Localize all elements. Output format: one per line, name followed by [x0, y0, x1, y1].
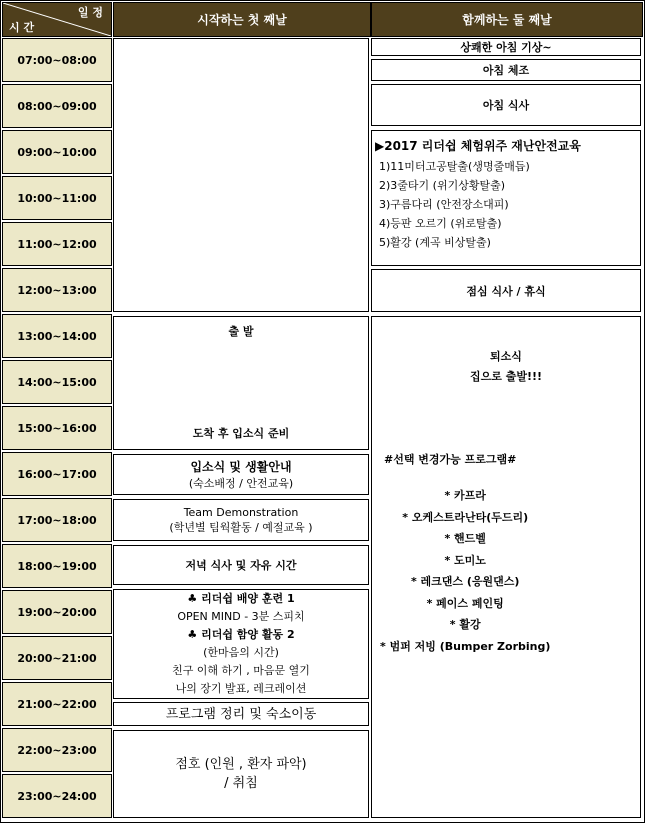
day2-optional-list — [372, 485, 550, 657]
day1-sleep: / 취침 — [224, 776, 258, 791]
time-slot: 13:00~14:00 — [2, 314, 112, 358]
day2-safety-cell — [371, 130, 641, 266]
time-slot: 19:00~20:00 — [2, 590, 112, 634]
day1-arrival-prep: 도착 후 입소식 준비 — [192, 427, 290, 440]
day1-wrapup-text: 프로그램 정리 및 숙소이동 — [165, 706, 317, 722]
corner-label-schedule: 일 정 — [77, 6, 103, 19]
day2-breakfast: 아침 식사 — [371, 84, 641, 126]
corner-label-time: 시 간 — [9, 21, 35, 34]
day1-leadership-cell — [113, 589, 369, 699]
day2-exit-ceremony: 퇴소식 — [490, 350, 522, 363]
day2-lunch: 점심 식사 / 휴식 — [371, 269, 641, 312]
day1-departure: 출 발 — [228, 325, 254, 338]
optional-item: * 활강 — [449, 618, 481, 631]
time-slot: 09:00~10:00 — [2, 130, 112, 174]
time-slot: 23:00~24:00 — [2, 774, 112, 818]
day1-team-title: Team Demonstration — [183, 505, 299, 519]
time-slot: 22:00~23:00 — [2, 728, 112, 772]
day2-exercise: 아침 체조 — [371, 59, 641, 81]
time-slot: 10:00~11:00 — [2, 176, 112, 220]
day1-leadership-1: ♣ 리더쉽 배양 훈련 1 — [187, 592, 295, 605]
day2-go-home: 집으로 출발!!! — [469, 370, 542, 383]
day2-optional-title: #선택 변경가능 프로그램# — [384, 453, 517, 466]
day1-wrapup — [113, 702, 369, 726]
safety-item: 4)등판 오르기 (위로탈출) — [379, 217, 502, 230]
day1-team-cell — [113, 499, 369, 541]
header-corner — [2, 2, 112, 37]
time-slot: 16:00~17:00 — [2, 452, 112, 496]
optional-item: * 오케스트라난타(두드리) — [402, 510, 529, 524]
day2-safety-title: ▶2017 리더쉽 체험위주 재난안전교육 — [375, 139, 581, 153]
day1-dinner: 저녁 식사 및 자유 시간 — [113, 545, 369, 585]
day1-rollcall-cell — [113, 730, 369, 818]
time-slot: 11:00~12:00 — [2, 222, 112, 266]
day1-leadership-2-sub: (한마음의 시간) — [203, 646, 279, 659]
optional-item: * 레크댄스 (응원댄스) — [410, 575, 520, 588]
header-day2: 함께하는 둘 째날 — [371, 2, 643, 37]
day1-empty-morning — [113, 38, 369, 312]
day1-friends: 친구 이해 하기 , 마음문 열기 — [172, 664, 310, 677]
safety-item: 1)11미터고공탈출(생명줄매듭) — [379, 160, 530, 173]
time-slot: 21:00~22:00 — [2, 682, 112, 726]
day1-leadership-2: ♣ 리더쉽 함양 활동 2 — [187, 628, 295, 641]
safety-item: 3)구름다리 (안전장소대피) — [379, 198, 509, 211]
day1-openmind: OPEN MIND - 3분 스피치 — [177, 610, 305, 623]
time-slot: 15:00~16:00 — [2, 406, 112, 450]
day1-team-sub: (학년별 팀웍활동 / 예절교육 ) — [169, 520, 313, 534]
day1-talent: 나의 장기 발표, 레크레이션 — [175, 682, 307, 695]
day1-departure-cell — [113, 316, 369, 450]
time-slot: 12:00~13:00 — [2, 268, 112, 312]
time-slot: 14:00~15:00 — [2, 360, 112, 404]
safety-item: 5)활강 (계곡 비상탈출) — [379, 236, 491, 249]
header-day1: 시작하는 첫 째날 — [113, 2, 371, 37]
day1-entry-cell — [113, 454, 369, 495]
day1-entry-title: 입소식 및 생활안내 — [190, 460, 292, 474]
day1-entry-sub: (숙소배정 / 안전교육) — [188, 477, 294, 490]
time-slot: 07:00~08:00 — [2, 38, 112, 82]
day2-wakeup: 상쾌한 아침 기상~ — [371, 38, 641, 56]
time-slot: 18:00~19:00 — [2, 544, 112, 588]
day1-rollcall: 점호 (인원 , 환자 파악) — [175, 757, 307, 772]
time-slot: 08:00~09:00 — [2, 84, 112, 128]
optional-item: * 카프라 — [444, 489, 486, 502]
optional-item: * 범퍼 저빙 (Bumper Zorbing) — [380, 639, 551, 653]
safety-item: 2)3줄타기 (위기상황탈출) — [379, 179, 506, 192]
optional-item: * 페이스 페인팅 — [426, 596, 504, 610]
optional-item: * 핸드벨 — [444, 532, 486, 545]
time-slot: 17:00~18:00 — [2, 498, 112, 542]
day2-afternoon-cell — [371, 316, 641, 818]
optional-item: * 도미노 — [444, 553, 486, 567]
time-slot: 20:00~21:00 — [2, 636, 112, 680]
